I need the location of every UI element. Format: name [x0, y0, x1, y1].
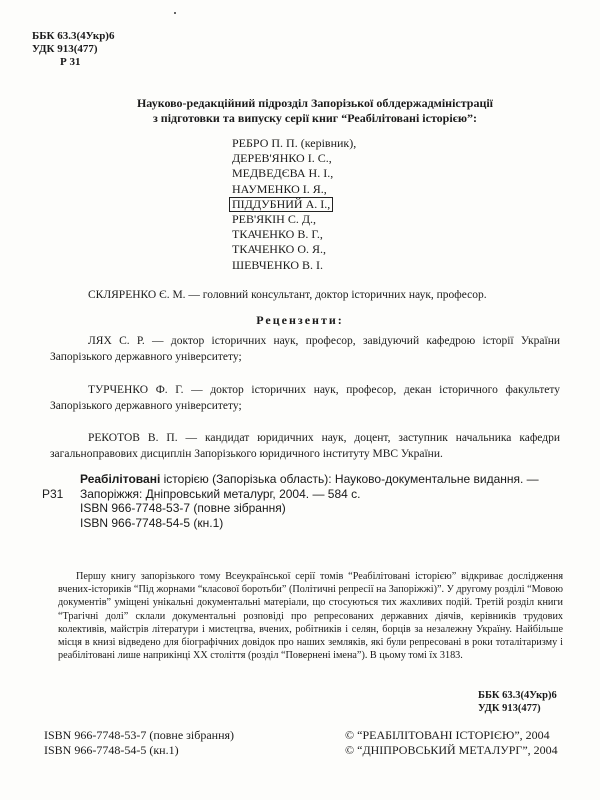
heading-line-2: з підготовки та випуску серії книг “Реабілітовані історією”:: [152, 111, 478, 125]
catalog-title-line: [42, 472, 562, 487]
author-item: ШЕВЧЕНКО В. І.: [232, 257, 324, 272]
catalog-title-rest: історією (Запорізька область): Науково-документальне видання. —: [160, 472, 539, 486]
catalog-record: [42, 472, 562, 530]
editorial-heading: [90, 96, 540, 126]
bottom-isbn-2: ISBN 966-7748-54-5 (кн.1): [44, 742, 179, 757]
reviewer-item: ЛЯХ С. Р. — доктор історичних наук, професор, завідуючий кафедрою історії України Запорізького державного університету;: [50, 335, 560, 363]
author-item: МЕДВЕДЄВА Н. І.,: [232, 166, 334, 181]
reviewer-item: ТУРЧЕНКО Ф. Г. — доктор історичних наук, професор, декан історичного факультету Запорізького державного університету;: [50, 384, 560, 412]
stray-dot: [174, 12, 176, 14]
author-item: РЕБРО П. П. (керівник),: [232, 136, 357, 150]
catalog-tag: Р31: [42, 486, 64, 501]
authors-list: [232, 136, 356, 273]
chief-consultant: СКЛЯРЕНКО Є. М. — головний консультант, доктор історичних наук, професор.: [88, 289, 487, 301]
classification-codes: [32, 30, 114, 69]
author-item: РЕВ'ЯКІН С. Д.,: [232, 211, 317, 226]
copyright-line-2: © “ДНІПРОВСЬКИЙ МЕТАЛУРГ”, 2004: [345, 742, 558, 757]
bottom-udk-code: УДК 913(477): [478, 703, 541, 714]
annotation-paragraph: Першу книгу запорізького тому Всеукраїнської серії томів “Реабілітовані історією” відкриває дослідження вчених-істориків “Під жорнами “класової боротьби” (Політичні репресії на Запоріжжі)”. У другому розділі “Мовою документів” уміщені унікальні документальні матеріали, що стосуються тих жахливих подій. Третій розділ книги “Трагічні долі” склали документальні розповіді про репресованих державних діячів, керівників трудових колективів, майстрів літератури і мистецтва, вчених, робітників і селян, борців за незалежну Україну. Найбільше місця в книзі відведено для біографічних довідок про наших земляків, які були репресовані в роки тоталітаризму і реабілітовані лише наприкінці ХХ століття (розділ “Повернені імена”). В цьому томі їх 3183.: [58, 571, 563, 662]
author-item: НАУМЕНКО І. Я.,: [232, 181, 327, 196]
bottom-isbn-1: ISBN 966-7748-53-7 (повне зібрання): [44, 728, 235, 742]
bottom-classification-codes: [478, 689, 557, 715]
bottom-isbn-block: [44, 728, 234, 757]
catalog-isbn-1: ISBN 966-7748-53-7 (повне зібрання): [80, 501, 286, 515]
bottom-bbk-code: ББК 63.3(4Укр)6: [478, 690, 557, 701]
heading-line-1: Науково-редакційний підрозділ Запорізької облдержадміністрації: [136, 96, 494, 110]
copyright-line-1: © “РЕАБІЛІТОВАНІ ІСТОРІЄЮ”, 2004: [345, 728, 550, 742]
udk-code: УДК 913(477): [32, 43, 98, 55]
author-item-boxed: ПІДДУБНИЙ А. І.,: [232, 197, 356, 212]
author-index: Р 31: [60, 56, 81, 68]
author-item: ТКАЧЕНКО В. Г.,: [232, 227, 323, 242]
catalog-title-bold: Реабілітовані: [80, 472, 161, 486]
copyright-block: [345, 728, 558, 757]
reviewer-item: РЕКОТОВ В. П. — кандидат юридичних наук, доцент, заступник начальника кафедри загальноправових дисциплін Запорізького юридичного інституту МВС України.: [50, 432, 560, 460]
author-item: ДЕРЕВ'ЯНКО І. С.,: [232, 151, 332, 166]
author-item: ТКАЧЕНКО О. Я.,: [232, 242, 327, 257]
bbk-code: ББК 63.3(4Укр)6: [32, 30, 115, 42]
catalog-publisher: Запоріжжя: Дніпровський металург, 2004. — 584 с.: [80, 486, 361, 501]
reviewers-title: Рецензенти:: [256, 313, 344, 327]
catalog-isbn-2: ISBN 966-7748-54-5 (кн.1): [80, 515, 224, 530]
catalog-publisher-line: [42, 487, 562, 502]
